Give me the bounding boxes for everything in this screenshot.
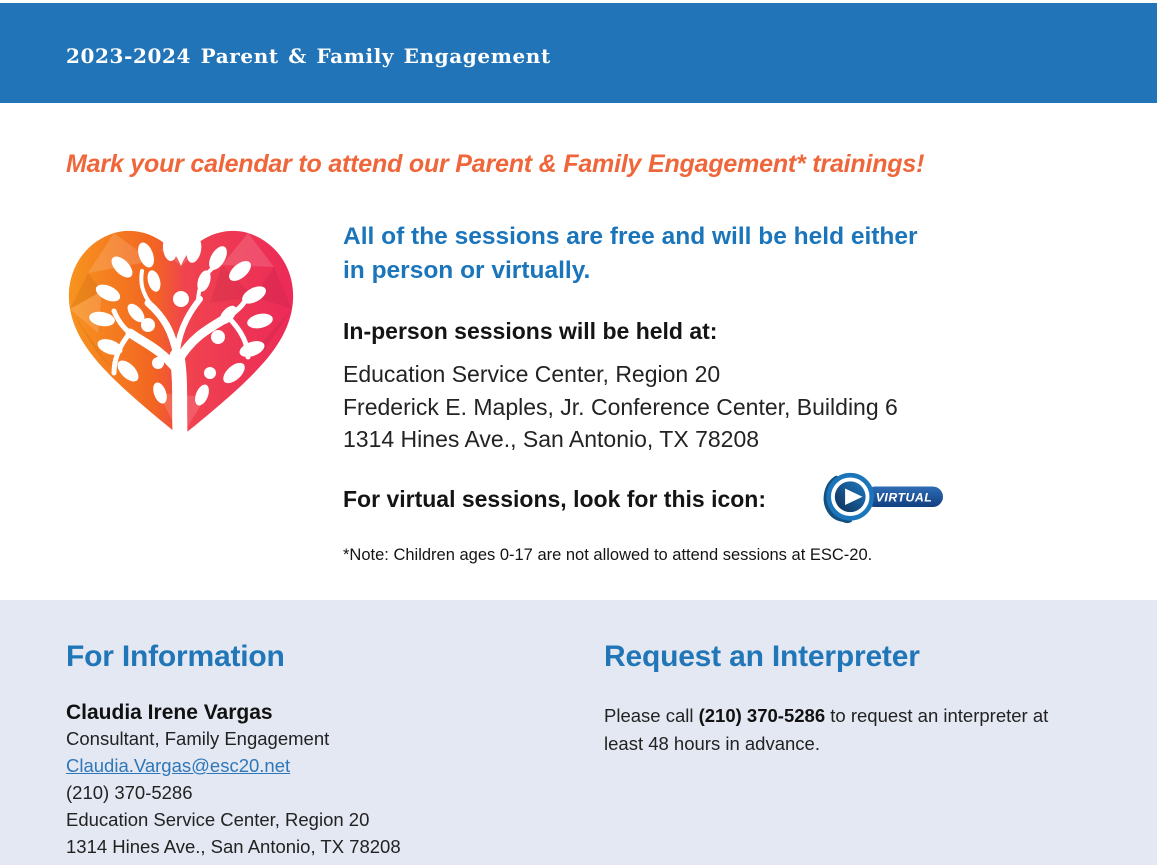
contact-street: 1314 Hines Ave., San Antonio, TX 78208 (66, 836, 401, 857)
virtual-sessions-label: For virtual sessions, look for this icon: (343, 486, 767, 512)
lead-line-1: All of the sessions are free and will be held either (343, 223, 918, 250)
interpreter-text-after: to request an interpreter at least 48 hours in advance. (604, 705, 1049, 754)
headline: Mark your calendar to attend our Parent & Family Engagement* trainings! (66, 150, 925, 178)
lead-line-2: in person or virtually. (343, 257, 591, 284)
contact-org: Education Service Center, Region 20 (66, 809, 370, 830)
in-person-heading: In-person sessions will be held at: (343, 318, 718, 344)
interpreter-phone: (210) 370-5286 (698, 705, 826, 726)
top-banner (0, 3, 1157, 103)
for-information-heading: For Information (66, 640, 285, 673)
banner-title: 2023-2024 Parent & Family Engagement (66, 44, 551, 68)
lead-text (343, 220, 918, 288)
address-line-2: Frederick E. Maples, Jr. Conference Center, Building 6 (343, 393, 898, 420)
in-person-address (343, 358, 898, 456)
contact-name: Claudia Irene Vargas (66, 701, 273, 724)
contact-phone: (210) 370-5286 (66, 782, 193, 803)
heart-tree-logo-svg (60, 220, 302, 444)
interpreter-text-before: Please call (604, 705, 699, 726)
contact-email-link[interactable]: Claudia.Vargas@esc20.net (66, 755, 291, 776)
footer-section (0, 600, 1157, 865)
request-interpreter-heading: Request an Interpreter (604, 640, 920, 673)
heart-tree-logo (60, 220, 302, 444)
note-text: *Note: Children ages 0-17 are not allowed to attend sessions at ESC-20. (343, 546, 873, 564)
virtual-badge-icon (821, 467, 944, 527)
interpreter-text (604, 702, 1089, 757)
address-line-3: 1314 Hines Ave., San Antonio, TX 78208 (343, 426, 760, 452)
address-line-1: Education Service Center, Region 20 (343, 361, 721, 387)
virtual-icon-svg (821, 467, 944, 527)
contact-role: Consultant, Family Engagement (66, 728, 330, 749)
request-interpreter-column (604, 640, 1089, 757)
virtual-badge-text: VIRTUAL (875, 490, 933, 505)
for-information-column (66, 640, 401, 860)
